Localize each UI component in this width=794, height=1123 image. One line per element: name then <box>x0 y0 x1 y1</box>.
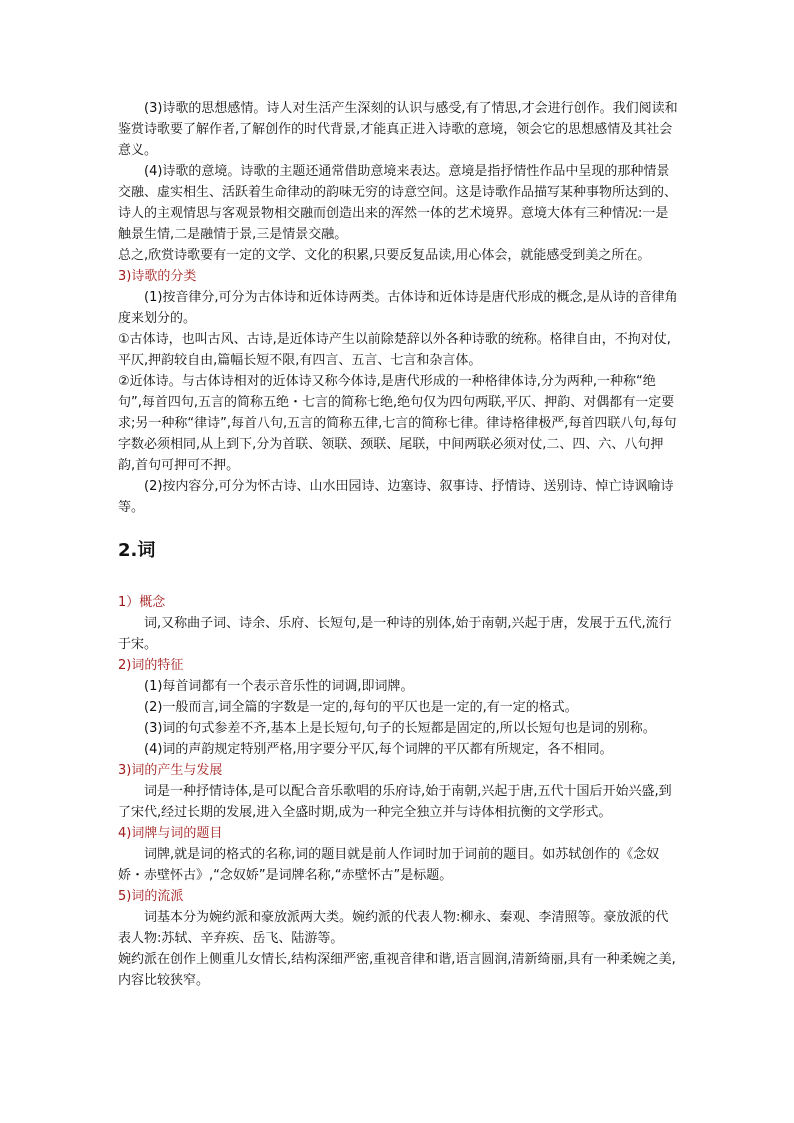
feature-item-2: (2)一般而言,词全篇的字数是一定的,每句的平仄也是一定的,有一定的格式。 <box>144 700 578 715</box>
feature-item-4: (4)词的声韵规定特别严格,用字要分平仄,每个词牌的平仄都有所规定，各不相同。 <box>144 742 613 757</box>
paragraph-origin-development: 词是一种抒情诗体,是可以配合音乐歌唱的乐府诗,始于南朝,兴起于唐,五代十国后开始兴盛,到了宋代,经过长期的发展,进入全盛时期,成为一种完全独立并与诗体相抗衡的文学形式。 <box>118 784 672 820</box>
paragraph-thought-feeling: (3)诗歌的思想感情。诗人对生活产生深刻的认识与感受,有了情思,才会进行创作。我们阅读和鉴赏诗歌要了解作者,了解创作的时代背景,才能真正进入诗歌的意境，领会它的思想感情及其社会意义。 <box>118 101 678 158</box>
section-title-ci: 2.词 <box>118 540 156 561</box>
paragraph-modern-style: ②近体诗。与古体诗相对的近体诗又称今体诗,是唐代形成的一种格律体诗,分为两种,一种称“绝句”,每首四句,五言的简称五绝・七言的简称七绝,绝句仅为四句两联,平仄、押韵、对偶都有一定要求;另一种称“律诗”,每首八句,五言的简称五律,七言的简称七律。律诗格律极严,每首四联八句,每句字数必须相同,从上到下,分为首联、领联、颈联、尾联，中间两联必须对仗,二、四、六、八句押韵,首句可押可不押。 <box>118 374 677 473</box>
poetry-section <box>118 98 678 518</box>
heading-schools: 5)词的流派 <box>118 889 184 904</box>
paragraph-ancient-style: ①古体诗，也叫古风、古诗,是近体诗产生以前除楚辞以外各种诗歌的统称。格律自由，不拘对仗,平仄,押韵较自由,篇幅长短不限,有四言、五言、七言和杂言体。 <box>118 332 671 368</box>
heading-poetry-classification: 3)诗歌的分类 <box>118 269 197 284</box>
heading-features: 2)词的特征 <box>118 658 184 673</box>
paragraph-by-rhythm: (1)按音律分,可分为古体诗和近体诗两类。古体诗和近体诗是唐代形成的概念,是从诗的音律角度来划分的。 <box>118 290 678 326</box>
paragraph-concept: 词,又称曲子词、诗余、乐府、长短句,是一种诗的别体,始于南朝,兴起于唐，发展于五代,流行于宋。 <box>118 616 672 652</box>
heading-concept: 1）概念 <box>118 595 166 610</box>
paragraph-schools: 词基本分为婉约派和豪放派两大类。婉约派的代表人物:柳永、秦观、李清照等。豪放派的代表人物:苏轼、辛弃疾、岳飞、陆游等。 <box>118 910 669 946</box>
paragraph-by-content: (2)按内容分,可分为怀古诗、山水田园诗、边塞诗、叙事诗、抒情诗、送别诗、悼亡诗讽喻诗等。 <box>118 479 674 515</box>
heading-cipai-title: 4)词牌与词的题目 <box>118 826 223 841</box>
paragraph-cipai-title: 词牌,就是词的格式的名称,词的题目就是前人作词时加于词前的题目。如苏轼创作的《念奴娇・赤壁怀古》,“念奴娇”是词牌名称,“赤壁怀古”是标题。 <box>118 847 660 883</box>
paragraph-artistic-mood: (4)诗歌的意境。诗歌的主题还通常借助意境来表达。意境是指抒情性作品中呈现的那种情景交融、虚实相生、活跃着生命律动的韵味无穷的诗意空间。这是诗歌作品描写某种事物所达到的、诗人的主观情思与客观景物相交融而创造出来的浑然一体的艺术境界。意境大体有三种情况:一是触景生情,二是融情于景,三是情景交融。 <box>118 164 678 242</box>
feature-item-1: (1)每首词都有一个表示音乐性的词调,即词牌。 <box>144 679 414 694</box>
heading-origin-development: 3)词的产生与发展 <box>118 763 223 778</box>
paragraph-wanyue-school: 婉约派在创作上侧重儿女情长,结构深细严密,重视音律和谐,语言圆润,清新绮丽,具有一种柔婉之美,内容比较狭窄。 <box>118 952 676 988</box>
paragraph-summary: 总之,欣赏诗歌要有一定的文学、文化的积累,只要反复品读,用心体会，就能感受到美之所在。 <box>118 248 651 263</box>
ci-section <box>118 538 678 991</box>
feature-item-3: (3)词的句式参差不齐,基本上是长短句,句子的长短都是固定的,所以长短句也是词的别称。 <box>144 721 656 736</box>
